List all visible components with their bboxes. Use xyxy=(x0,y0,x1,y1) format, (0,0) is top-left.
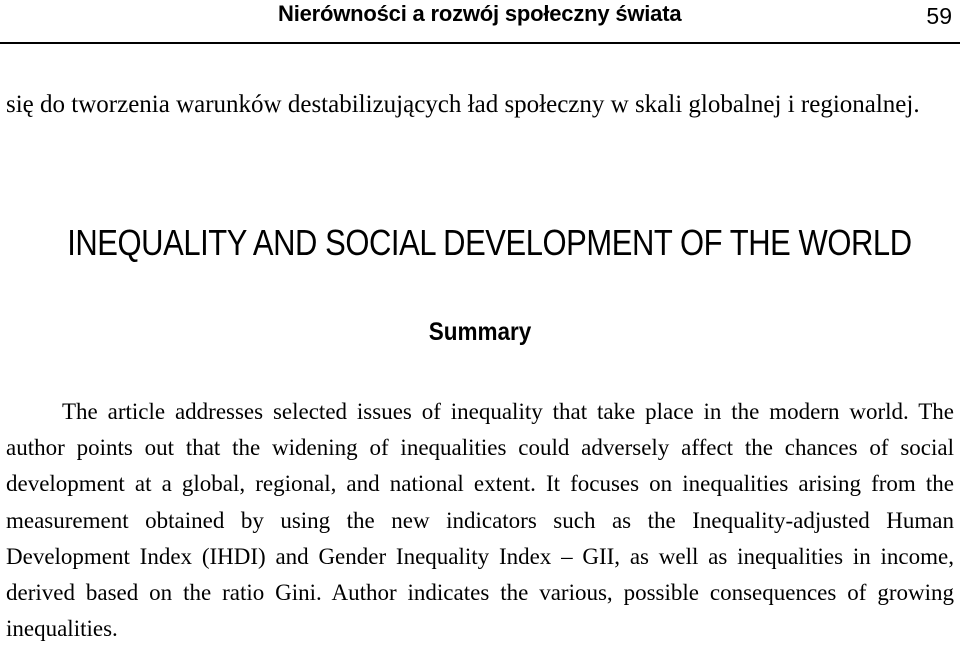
summary-paragraph: The article addresses selected issues of inequality that take place in the modern world. The author points out that the widening of inequalities could adversely affect the chances of social development at a global, regional, and national extent. It focuses on inequalities arising from the measurement obtained by using the new indicators such as the Inequality-adjusted Human Development Index (IHDI) and Gender Inequality Index – GII, as well as inequalities in income, derived based on the ratio Gini. Author indicates the various, possible consequences of growing inequalities. xyxy=(6,399,954,642)
intro-paragraph: się do tworzenia warunków destabilizujących ład społeczny w skali globalnej i regionalnej. xyxy=(6,91,920,118)
running-header xyxy=(0,0,960,44)
running-header-title: Nierówności a rozwój społeczny świata xyxy=(278,1,682,26)
page-number: 59 xyxy=(926,3,952,29)
summary-heading: Summary xyxy=(428,318,532,346)
article-title: INEQUALITY AND SOCIAL DEVELOPMENT OF THE WORLD xyxy=(67,222,912,263)
